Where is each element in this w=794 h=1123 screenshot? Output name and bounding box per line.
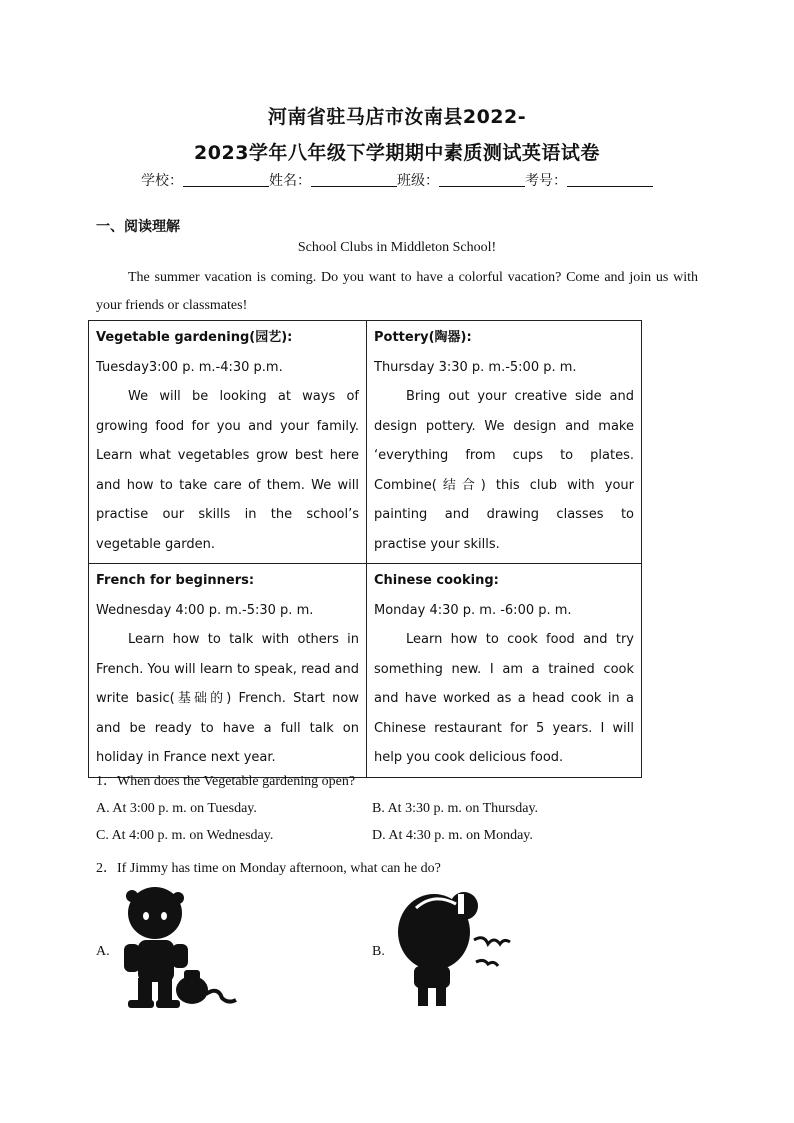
- question-2-stem: 2．If Jimmy has time on Monday afternoon, what can he do?: [96, 861, 441, 876]
- clubs-table: [88, 320, 642, 778]
- table-row: [89, 564, 642, 778]
- class-field-label: 班级：: [397, 173, 439, 189]
- question-1-option-b[interactable]: B. At 3:30 p. m. on Thursday.: [372, 801, 539, 816]
- question-2-option-b[interactable]: B.: [372, 944, 385, 959]
- table-row: [89, 321, 642, 564]
- club-name: Pottery(陶器):: [374, 330, 472, 345]
- question-1-option-a[interactable]: A. At 3:00 p. m. on Tuesday.: [96, 801, 257, 816]
- club-description: We will be looking at ways of growing food for you and your family. Learn what vegetables grow best here and how to take care of them. We will practise our skills in the school’s vegetable garden.: [96, 389, 359, 552]
- section-title: 一、阅读理解: [96, 219, 180, 235]
- student-info-row: [0, 170, 794, 190]
- club-cell-vegetable-gardening: [89, 321, 367, 564]
- name-field-label: 姓名：: [269, 173, 311, 189]
- club-description: Learn how to cook food and try something new. I am a trained cook and have worked as a head cook in a Chinese restaurant for 5 years. I will help you cook delicious food.: [374, 632, 634, 765]
- club-name: Vegetable gardening(园艺):: [96, 330, 293, 345]
- passage-intro: The summer vacation is coming. Do you want to have a colorful vacation? Come and join us with your friends or classmates!: [96, 270, 698, 313]
- club-time: Thursday 3:30 p. m.-5:00 p. m.: [374, 359, 577, 375]
- class-blank[interactable]: [439, 172, 525, 187]
- school-blank[interactable]: [183, 172, 269, 187]
- question-1-stem: 1．When does the Vegetable gardening open?: [96, 774, 356, 789]
- club-cell-chinese-cooking: [367, 564, 642, 778]
- school-field-label: 学校：: [141, 173, 183, 189]
- child-with-pottery-picture[interactable]: [118, 886, 240, 1010]
- club-name: Chinese cooking:: [374, 573, 499, 588]
- club-description: Learn how to talk with others in French. You will learn to speak, read and write basic(基础的) French. Start now and be ready to have a full talk on holiday in France next year.: [96, 632, 359, 765]
- club-description: Bring out your creative side and design pottery. We design and make ‘everything from cups to plates. Combine(结合) this club with your painting and drawing classes to practise your skills.: [374, 389, 634, 552]
- chef-cooking-picture[interactable]: [394, 888, 518, 1010]
- question-2-option-a[interactable]: A.: [96, 944, 110, 959]
- club-time: Wednesday 4:00 p. m.-5:30 p. m.: [96, 602, 314, 618]
- club-name: French for beginners:: [96, 573, 255, 588]
- name-blank[interactable]: [311, 172, 397, 187]
- exam-title-line1: 河南省驻马店市汝南县2022-: [267, 106, 527, 128]
- club-cell-french: [89, 564, 367, 778]
- exam-title-line2: 2023学年八年级下学期期中素质测试英语试卷: [194, 142, 600, 164]
- exam-number-field-label: 考号：: [525, 173, 567, 189]
- club-time: Monday 4:30 p. m. -6:00 p. m.: [374, 602, 572, 618]
- question-1-option-d[interactable]: D. At 4:30 p. m. on Monday.: [372, 828, 533, 843]
- club-time: Tuesday3:00 p. m.-4:30 p.m.: [96, 359, 283, 375]
- passage-title: School Clubs in Middleton School!: [297, 240, 497, 255]
- exam-number-blank[interactable]: [567, 172, 653, 187]
- question-1-option-c[interactable]: C. At 4:00 p. m. on Wednesday.: [96, 828, 274, 843]
- club-cell-pottery: [367, 321, 642, 564]
